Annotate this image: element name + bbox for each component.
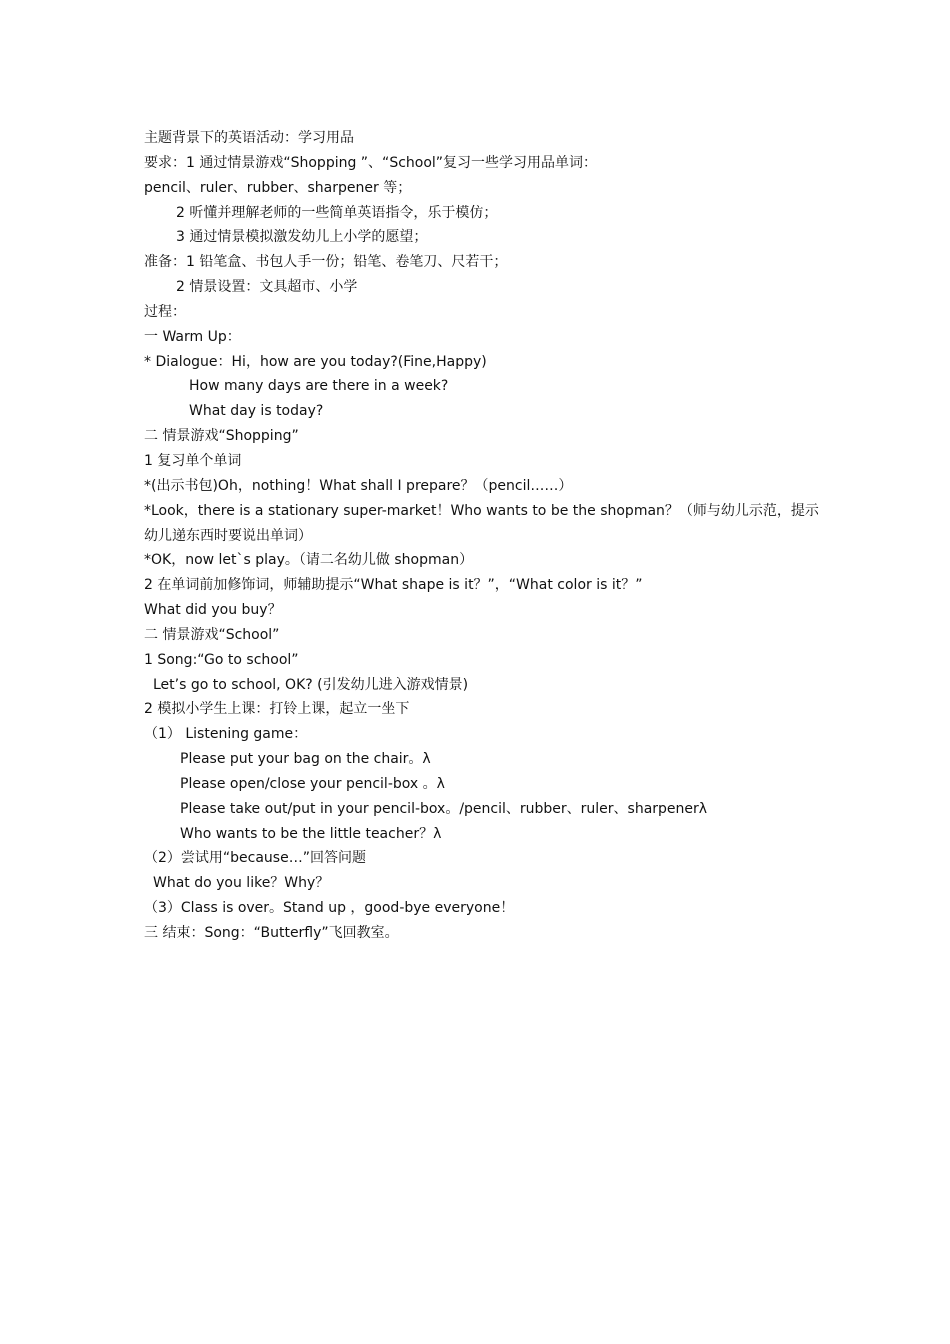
shopping-step-1: 1 复习单个单词	[144, 452, 242, 469]
requirements-line-3: 3 通过情景模拟激发幼儿上小学的愿望；	[176, 229, 428, 246]
shopping-line-play: *OK，now let`s play。（请二名幼儿做 shopman）	[144, 552, 474, 569]
dialogue-question-2: What day is today?	[189, 403, 324, 420]
dialogue-line: * Dialogue：Hi，how are you today?(Fine,Happy)	[144, 353, 487, 370]
instruction-bag: Please put your bag on the chair。λ	[180, 751, 431, 768]
dialogue-question-1: How many days are there in a week?	[189, 378, 449, 395]
instruction-pencil-box: Please open/close your pencil-box 。λ	[180, 775, 445, 792]
shopping-step-2: 2 在单词前加修饰词，师辅助提示“What shape is it？”，“What color is it？”	[144, 577, 643, 594]
class-over-line: （3）Class is over。Stand up ，good-bye everyone！	[144, 900, 515, 917]
requirements-line-1: 要求：1 通过情景游戏“Shopping ”、“School”复习一些学习用品单词：	[144, 154, 598, 171]
requirements-vocab: pencil、ruler、rubber、sharpener 等；	[144, 179, 412, 196]
preparation-line-1: 准备：1 铅笔盒、书包人手一份；铅笔、卷笔刀、尺若干；	[144, 254, 508, 271]
school-song-lyric: Let’s go to school, OK? (引发幼儿进入游戏情景)	[153, 676, 469, 693]
because-question: What do you like？Why？	[153, 875, 330, 892]
shopping-line-bag: *(出示书包)Oh，nothing！What shall I prepare？（pencil……）	[144, 477, 573, 494]
listening-game-heading: （1） Listening game：	[144, 726, 308, 743]
section-warm-up: 一 Warm Up：	[144, 328, 241, 345]
requirements-line-2: 2 听懂并理解老师的一些简单英语指令，乐于模仿；	[176, 204, 498, 221]
instruction-teacher: Who wants to be the little teacher？λ	[180, 825, 442, 842]
section-school: 二 情景游戏“School”	[144, 626, 280, 643]
document-body	[144, 126, 824, 946]
shopping-line-market: *Look，there is a stationary super-market！Who wants to be the shopman？（师与幼儿示范，提示幼儿递东西时要说出单词）	[144, 502, 819, 544]
school-step-2: 2 模拟小学生上课：打铃上课，起立一坐下	[144, 701, 410, 718]
shopping-question-buy: What did you buy？	[144, 602, 282, 619]
process-heading: 过程：	[144, 303, 186, 320]
school-song: 1 Song:“Go to school”	[144, 651, 299, 668]
because-heading: （2）尝试用“because…”回答问题	[144, 850, 366, 867]
section-ending: 三 结束：Song：“Butterfly”飞回教室。	[144, 925, 399, 941]
doc-title: 主题背景下的英语活动：学习用品	[144, 130, 354, 146]
section-shopping: 二 情景游戏“Shopping”	[144, 428, 299, 445]
preparation-line-2: 2 情景设置：文具超市、小学	[176, 279, 358, 296]
instruction-take-out: Please take out/put in your pencil-box。/pencil、rubber、ruler、sharpenerλ	[180, 800, 708, 817]
